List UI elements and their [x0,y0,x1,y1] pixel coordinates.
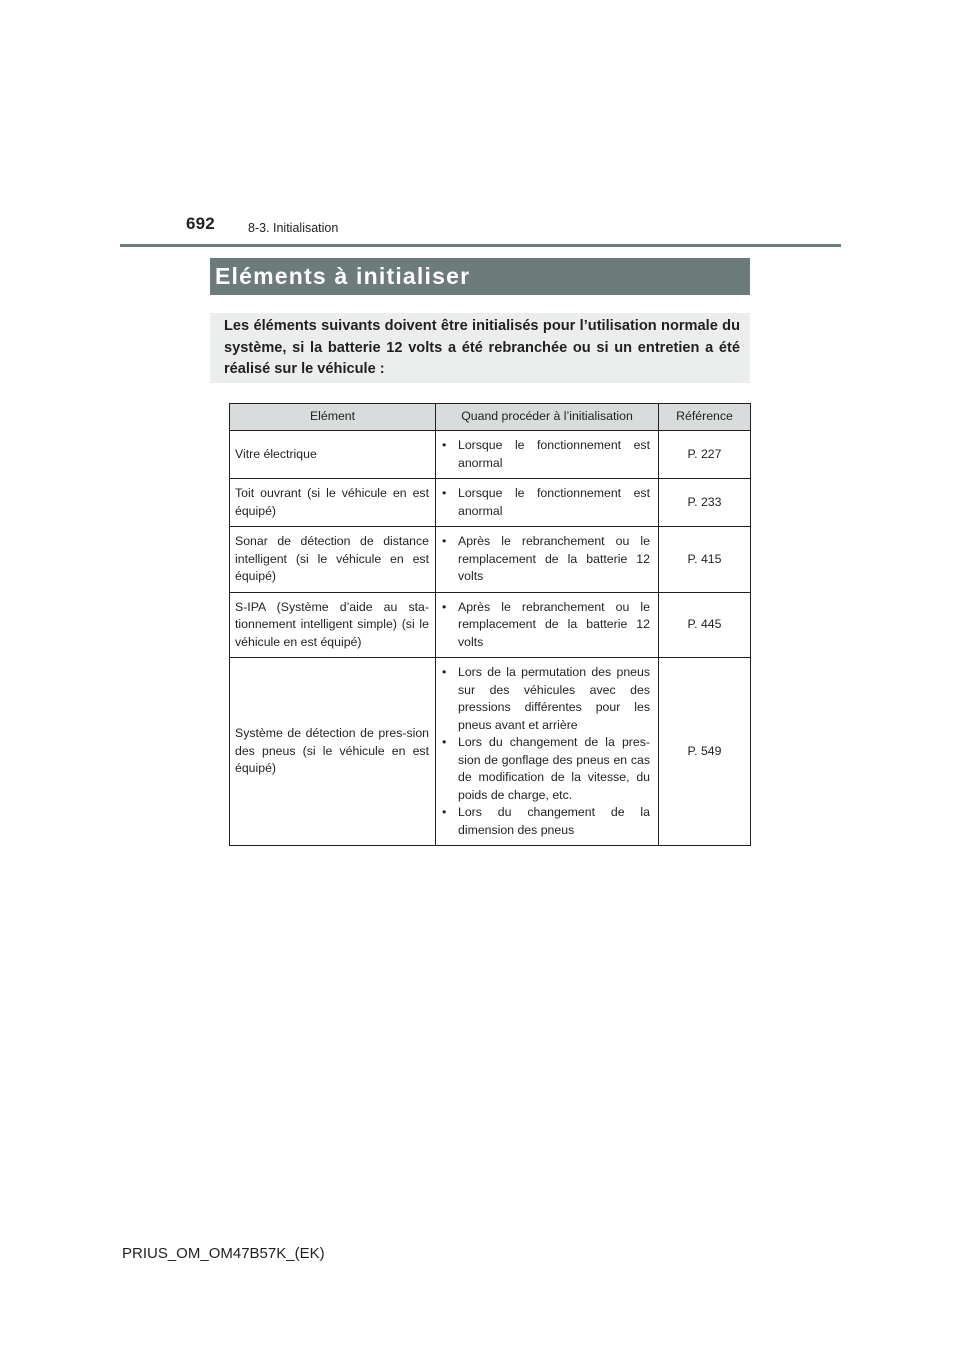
column-header-item: Elément [230,404,436,431]
table-row [230,527,751,593]
reference-cell: P. 415 [659,527,751,593]
reference-cell: P. 233 [659,479,751,527]
intro-box [210,313,750,383]
when-bullet: • Lors du changement de la pres-sion de gonflage des pneus en cas de modification de la vitesse, du poids de charge, etc. [442,734,650,804]
table-row [230,658,751,846]
when-cell [436,527,659,593]
footer-document-code: PRIUS_OM_OM47B57K_(EK) [122,1245,325,1262]
table-header-row [230,404,751,431]
item-cell: Système de détection de pres-sion des pneus (si le véhicule en est équipé) [230,658,436,846]
when-bullet: • Lors de la permutation des pneus sur des véhicules avec des pressions différentes pour les pneus avant et arrière [442,664,650,734]
item-cell: Toit ouvrant (si le véhicule en est équipé) [230,479,436,527]
when-bullet: • Après le rebranchement ou le remplacement de la batterie 12 volts [442,599,650,652]
reference-cell: P. 445 [659,592,751,658]
initialization-table [229,403,751,846]
when-cell [436,658,659,846]
intro-text: Les éléments suivants doivent être initialisés pour l’utilisation normale du système, si la batterie 12 volts a été rebranchée ou si un entretien a été réalisé sur le véhicule : [224,318,740,377]
title-band [210,258,750,295]
section-label: 8-3. Initialisation [248,221,339,235]
header-rule [120,244,841,247]
item-cell: Sonar de détection de distance intelligent (si le véhicule en est équipé) [230,527,436,593]
when-bullet: • Lorsque le fonctionnement est anormal [442,437,650,472]
when-bullet: • Après le rebranchement ou le remplacement de la batterie 12 volts [442,533,650,586]
when-bullet: • Lors du changement de la dimension des pneus [442,804,650,839]
reference-cell: P. 549 [659,658,751,846]
column-header-reference: Référence [659,404,751,431]
when-cell [436,592,659,658]
item-cell: S-IPA (Système d’aide au sta-tionnement intelligent simple) (si le véhicule en est équipé) [230,592,436,658]
page-title: Eléments à initialiser [215,263,471,289]
when-cell [436,479,659,527]
when-bullet: • Lorsque le fonctionnement est anormal [442,485,650,520]
table-row [230,592,751,658]
item-cell: Vitre électrique [230,431,436,479]
page-number: 692 [186,214,215,233]
column-header-when: Quand procéder à l’initialisation [436,404,659,431]
reference-cell: P. 227 [659,431,751,479]
when-cell [436,431,659,479]
table-row [230,479,751,527]
table-row [230,431,751,479]
